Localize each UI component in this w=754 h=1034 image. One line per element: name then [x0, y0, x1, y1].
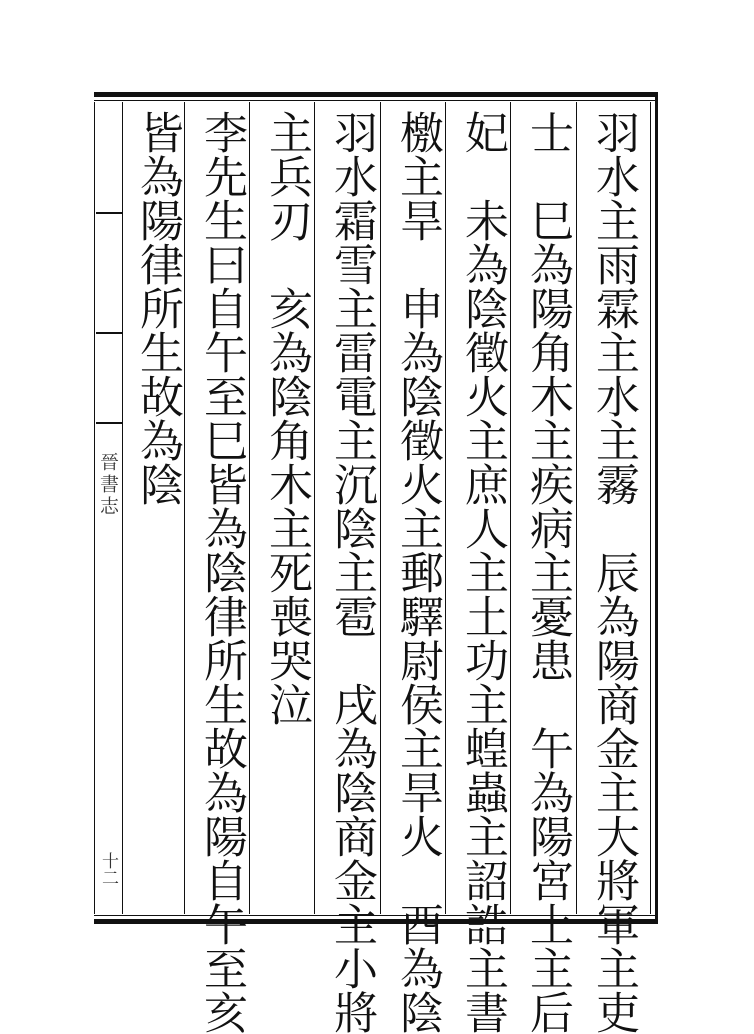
column-rule	[380, 102, 381, 914]
gutter-title: 晉書志	[97, 452, 119, 518]
fishtail-mark-upper	[96, 212, 122, 214]
column-rule	[576, 102, 577, 914]
text-column-8: 皆為陽律所生故為陰	[132, 110, 183, 506]
fishtail-mark-middle	[96, 332, 122, 334]
page-frame	[94, 92, 658, 1034]
gutter-left-line	[94, 102, 95, 914]
gutter-page-number: 十二	[98, 852, 118, 886]
text-column-1: 羽水主雨霖主水主霧 辰為陽商金主大將軍主吏	[588, 110, 639, 1034]
text-column-5: 羽水霜雪主雷電主沉陰主雹 戌為陰商金主小將	[326, 110, 377, 1034]
right-inner-border	[650, 102, 651, 914]
text-column-7: 李先生曰自午至巳皆為陰律所生故為陽自午至亥	[196, 110, 247, 1034]
gutter-right-line	[122, 102, 123, 914]
top-inner-border	[94, 100, 658, 101]
text-column-3: 妃 未為陰徵火主庶人主土功主蝗蟲主詔誥主書	[457, 110, 508, 1034]
fishtail-mark-lower	[96, 422, 122, 424]
text-column-6: 主兵刃 亥為陰角木主死喪哭泣	[261, 110, 312, 726]
text-column-2: 士 巳為陽角木主疾病主憂患 午為陽宮土主后	[522, 110, 573, 1034]
top-border	[94, 92, 658, 97]
text-column-4: 檄主旱 申為陰徵火主郵驛尉侯主旱火 酉為陰	[392, 110, 443, 1034]
right-border	[655, 92, 658, 924]
